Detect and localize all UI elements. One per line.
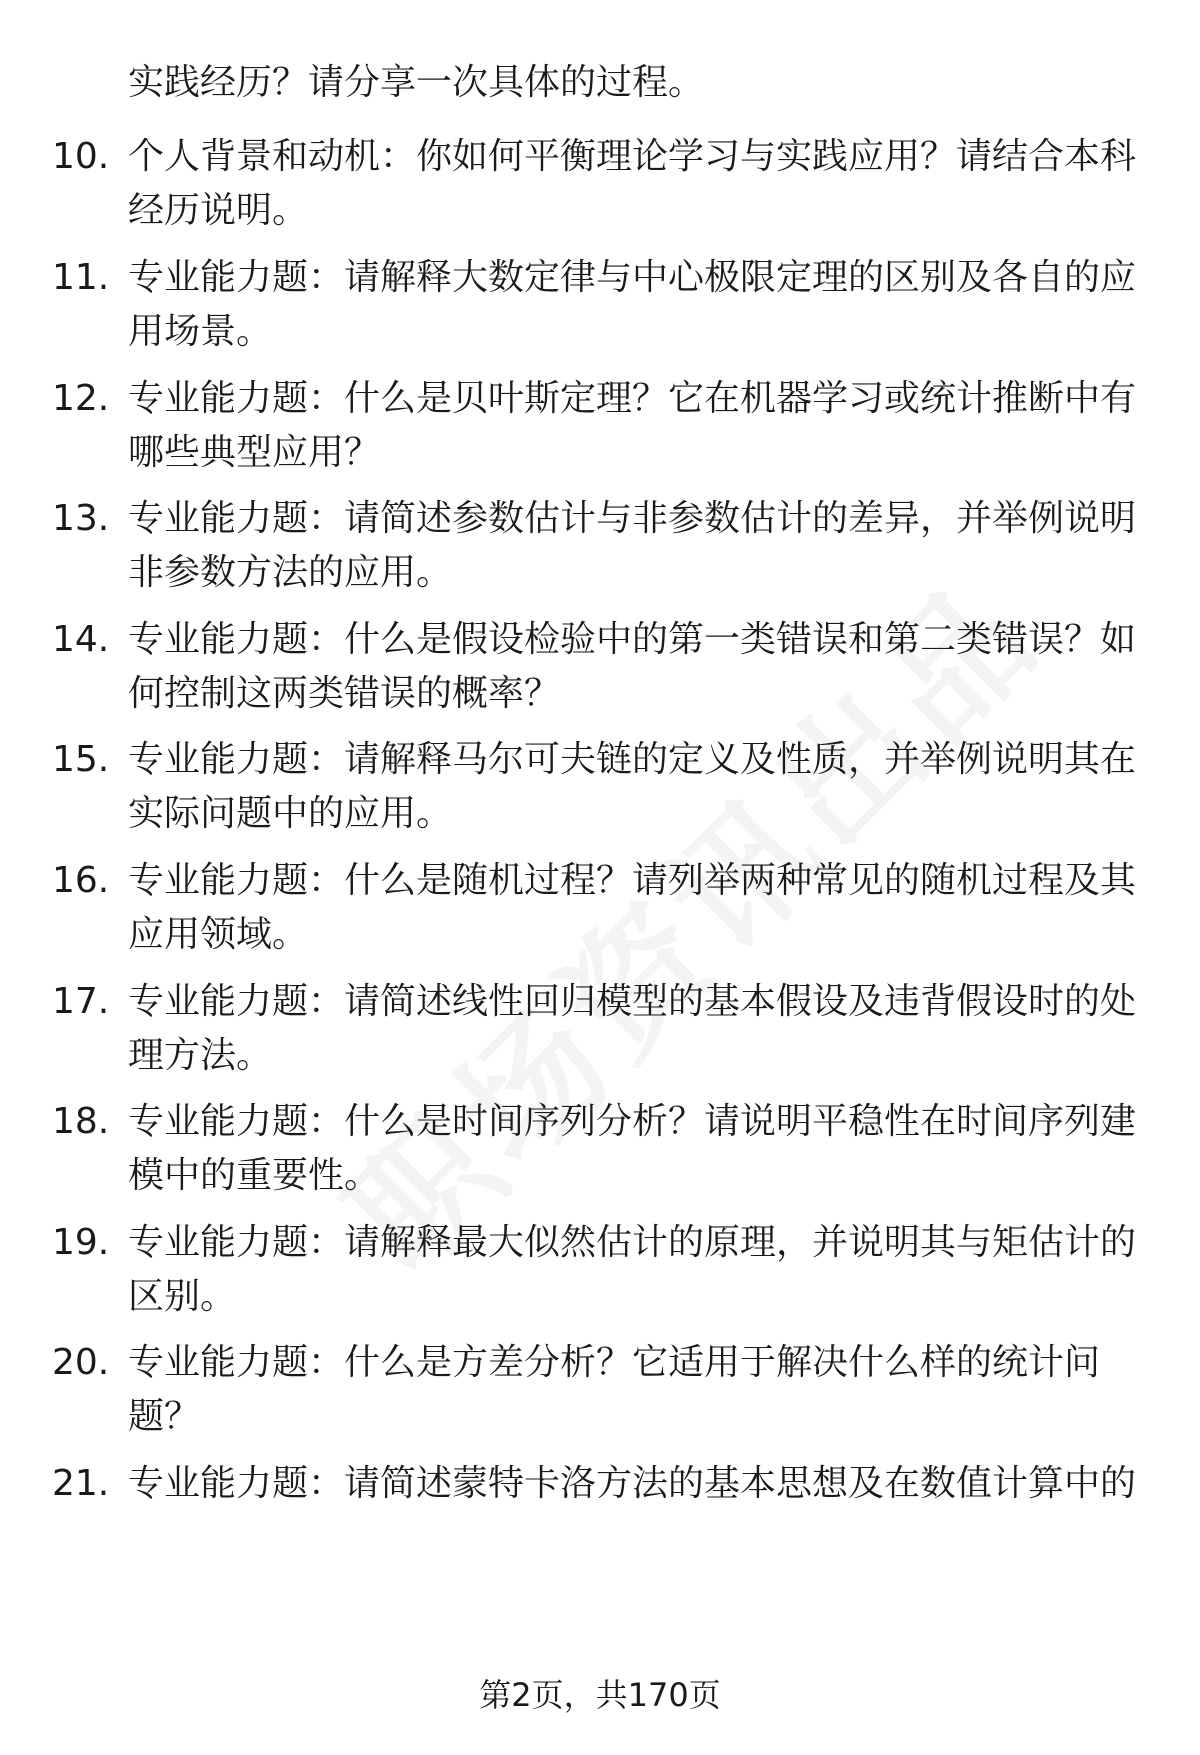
question-number: 20.: [52, 1342, 110, 1383]
question-text: 专业能力题：请简述线性回归模型的基本假设及违背假设时的处理方法。: [128, 981, 1137, 1076]
question-number: 10.: [52, 136, 110, 177]
question-text: 专业能力题：请简述蒙特卡洛方法的基本思想及在数值计算中的: [128, 1463, 1137, 1504]
question-number: 11.: [52, 257, 110, 298]
question-text: 专业能力题：什么是方差分析？它适用于解决什么样的统计问题？: [128, 1342, 1101, 1437]
question-number: 16.: [52, 860, 110, 901]
question-number: 14.: [52, 619, 110, 660]
question-text: 专业能力题：什么是假设检验中的第一类错误和第二类错误？如何控制这两类错误的概率？: [128, 619, 1137, 714]
question-number: 15.: [52, 739, 110, 780]
question-text: 个人背景和动机：你如何平衡理论学习与实践应用？请结合本科经历说明。: [128, 136, 1137, 231]
question-number: 18.: [52, 1101, 110, 1142]
question-text: 专业能力题：请解释大数定律与中心极限定理的区别及各自的应用场景。: [128, 257, 1137, 352]
question-text: 专业能力题：什么是贝叶斯定理？它在机器学习或统计推断中有哪些典型应用？: [128, 378, 1137, 473]
question-9-continuation: 实践经历？请分享一次具体的过程。: [128, 62, 705, 103]
question-text: 专业能力题：请解释马尔可夫链的定义及性质，并举例说明其在实际问题中的应用。: [128, 739, 1137, 834]
question-number: 19.: [52, 1222, 110, 1263]
question-number: 12.: [52, 378, 110, 419]
question-text: 专业能力题：请简述参数估计与非参数估计的差异，并举例说明非参数方法的应用。: [128, 498, 1137, 593]
question-number: 13.: [52, 498, 110, 539]
page-footer: 第2页，共170页: [479, 1676, 721, 1714]
question-text: 专业能力题：什么是随机过程？请列举两种常见的随机过程及其应用领域。: [128, 860, 1137, 955]
question-number: 21.: [52, 1463, 110, 1504]
question-text: 专业能力题：请解释最大似然估计的原理，并说明其与矩估计的区别。: [128, 1222, 1137, 1317]
question-number: 17.: [52, 981, 110, 1022]
question-text: 专业能力题：什么是时间序列分析？请说明平稳性在时间序列建模中的重要性。: [128, 1101, 1137, 1196]
